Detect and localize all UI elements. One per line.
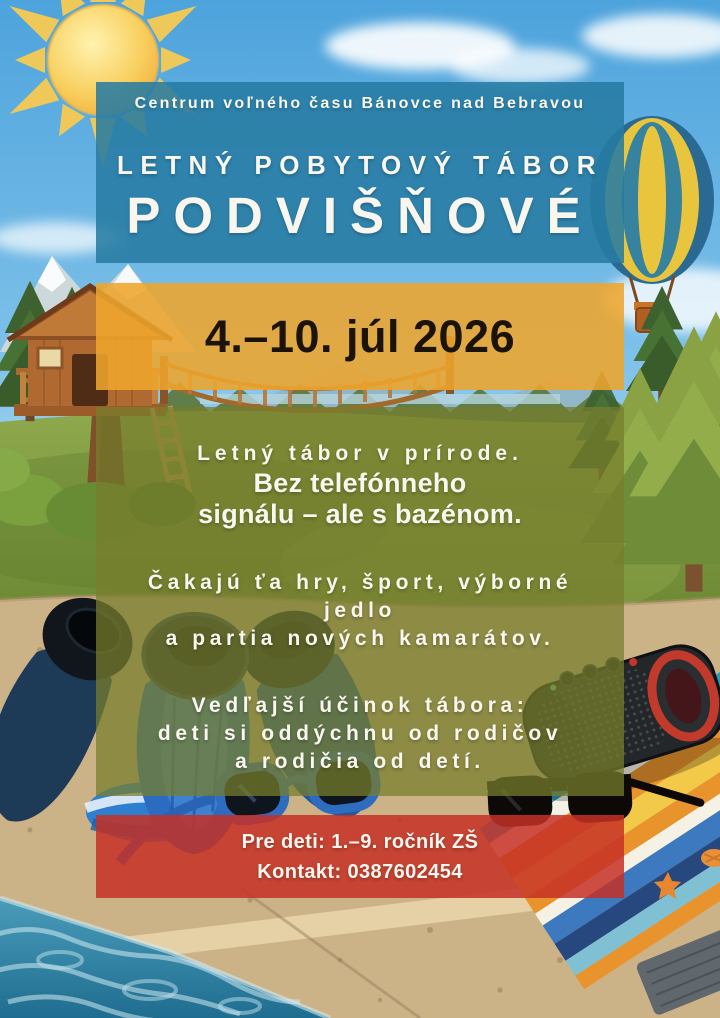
header-banner [96, 82, 624, 263]
activities-line-3: a partia nových kamarátov. [165, 627, 555, 651]
camp-name-title: PODVIŠŇOVÉ [126, 187, 594, 244]
activities-line-2: jedlo [323, 599, 396, 623]
side-effect-line-2: deti si oddýchnu od rodičov [157, 722, 563, 746]
side-effect-block [96, 692, 624, 776]
side-effect-line-3: a rodičia od detí. [235, 750, 485, 774]
activities-line-1: Čakajú ťa hry, šport, výborné [147, 571, 573, 595]
description-panel [96, 407, 624, 796]
camp-dates: 4.–10. júl 2026 [204, 311, 516, 362]
intro-line-2: Bez telefónneho [253, 468, 467, 499]
camp-type-title: LETNÝ POBYTOVÝ TÁBOR [116, 150, 604, 180]
side-effect-line-1: Vedľajší účinok tábora: [191, 694, 529, 718]
intro-line-3: signálu – ale s bazénom. [198, 499, 522, 530]
organization-name: Centrum voľného času Bánovce nad Bebravou [134, 95, 586, 112]
contact-banner [96, 815, 624, 898]
intro-block [96, 440, 624, 530]
activities-block [96, 569, 624, 653]
date-banner [96, 283, 624, 390]
contact-phone: Kontakt: 0387602454 [257, 861, 463, 884]
audience-info: Pre deti: 1.–9. ročník ZŠ [241, 831, 479, 853]
intro-line-1: Letný tábor v prírode. [197, 442, 523, 465]
